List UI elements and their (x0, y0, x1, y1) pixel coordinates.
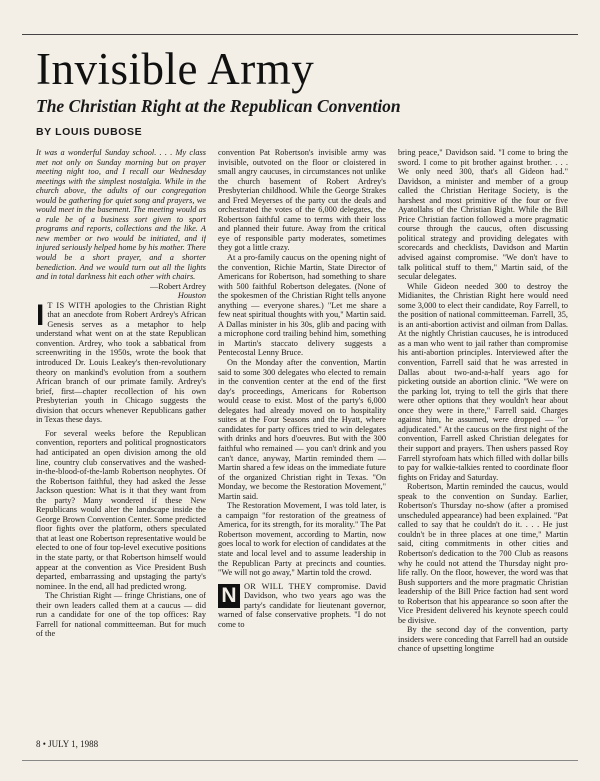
block-initial: N (218, 584, 240, 608)
paragraph: At a pro-family caucus on the opening night of the convention, Richie Martin, State Director of Americans for Robertson, had something to share with 500 faithful Robertson delegates. (None of the spokesmen of the Christian Right tells anyone anything — everyone shares.) "Let me share a few neat spiritual thoughts with you," Martin said. A Dallas minister in his 30s, glib and pacing with a microphone cord trailing behind him, something in Martin's staccato delivery suggests a Pentecostal Lenny Bruce. (218, 253, 386, 358)
paragraph: On the Monday after the convention, Martin said to some 300 delegates who elected to remain in the convention center at the end of the first day's proceedings, Americans for Robertson would cease to exist. Most of the party's 6,000 delegates had already moved on to hospitality suites at the Four Seasons and the Hyatt, where candidates for party offices tried to win delegates with drinks and hors d'oeuvres. But with the 300 faithful who remained — you can't drink and you can't dance, anyway, Martin reminded them — Martin shared a few ideas on the immediate future of the organized Christian right in Texas. "On Monday, we become the Restoration Movement," Martin said. (218, 358, 386, 501)
paragraph: Robertson, Martin reminded the caucus, would speak to the convention on Sunday. Earlier, Robertson's Thursday no-show (after a promised unscheduled appearance) had been explained. "Pat called to say that he couldn't do it. . . . He just couldn't be in three places at one time," Martin said, citing commitments in other cities and Robertson's dedication to the 700 Club as reasons why he could not attend the Thursday night pro-life rally. On the floor, however, the word was that Bush supporters and the more pragmatic Christian leadership of the Bill Price faction had sent word to Robertson that his appearance so soon after the Vice President delivered his keynote speech could be divisive. (398, 482, 568, 625)
paragraph: For several weeks before the Republican convention, reporters and political prognosticators had anticipated an open division among the old line, country club conservatives and the washed-in-the-blood-of-the-lamb Robertson neophytes. Of the Robertson faithful, they had asked the Jesse Jackson question: What is it that they want from the party? Many wondered if these New Republicans would alter the landscape inside the George Brown Convention Center. Some predicted floor fights over the platform, others speculated that at least one Robertson representative would be elected to one of four top-level executive positions in the state party, or that Robertson himself would appear at the convention as Vice President Bush departed, embarrassing and upstaging the party's nominee. In the end, all had predicted wrong. (36, 428, 206, 591)
folio: 8 • JULY 1, 1988 (36, 739, 99, 749)
paragraph: By the second day of the convention, party insiders were conceding that Farrell had an outside chance of upsetting longtime (398, 625, 568, 654)
section-lead-paragraph (218, 582, 386, 630)
headline: Invisible Army (36, 44, 315, 94)
lead-caps: T IS WITH (47, 300, 91, 310)
paragraph: The Restoration Movement, I was told later, is a campaign "for restoration of the greatness of America, for its strength, for its morality." The Pat Robertson movement, according to Martin, now goes local to work for election of candidates at the state and local level and to assume leadership in the Republican Party at precincts and counties. "We will not go away," Martin told the crowd. (218, 501, 386, 578)
column-1 (36, 148, 206, 733)
bottom-rule (22, 760, 578, 761)
byline: BY LOUIS DUBOSE (36, 126, 143, 138)
paragraph: The Christian Right — fringe Christians, one of their own leaders called them at a caucus — did run a candidate for one of the top offices: Ray Farrell for national committeeman. But for much of the (36, 591, 206, 639)
paragraph: convention Pat Robertson's invisible army was invisible, outvoted on the floor or cloistered in small angry caucuses, in circumstances not unlike the church basement of Robert Ardrey's Presbyterian childhood. While the George Strakes and Fred Meyerses of the party cut the deals and orchestrated the votes of the 6,000 delegates, the Robertson faithful came to terms with their loss and planned their future. Away from the critical eye of responsible party moderates, sometimes they got a little crazy. (218, 148, 386, 253)
epigraph-attribution: —Robert Ardrey (150, 281, 206, 291)
paragraph: bring peace," Davidson said. "I come to bring the sword. I come to pit brother against brother. . . . We only need 300, that's all Gideon had." Davidson, a minister and member of a group called the Christian Heritage Society, is the harshest and most primitive of the four or five Ayatollahs of the Christian Right. While the Bill Price Christian faction followed a more pragmatic course through the caucus, often discussing political strategy and providing delegates with scorecards and checklists, Davidson and Martin advised against compromise. "We don't have to talk political stuff to them," Martin said, of the secular delegates. (398, 148, 568, 282)
top-rule (22, 34, 578, 35)
paragraph: While Gideon needed 300 to destroy the Midianites, the Christian Right here would need some 3,000 to elect their candidate, Roy Farrell, to the position of national committeeman. Farrell, 35, is an anti-abortion activist and oilman from Dallas. At the nightly Christian caucuses, he is introduced as a man who went to jail rather than compromise his anti-abortion principles. Interviewed after the convention, Farrell said that he was arrested in Dallas about two-and-a-half years ago for picketing outside an abortion clinic. "We were on the parking lot, trying to tell the girls that there were other options that they wouldn't hear about once they were in there," Farrell said. Charges against him, he assumed, were dropped — "or adjudicated." At the caucus on the first night of the convention, Farrell asked Christian delegates for their support and prayers. Then ushers passed Roy Farrell styrofoam hats which filled with dollar bills to pay for walkie-talkies rented to coordinate floor fights on Friday and Saturday. (398, 281, 568, 482)
lead-paragraph (36, 298, 206, 425)
drop-cap: I (36, 298, 45, 332)
deck: The Christian Right at the Republican Convention (36, 96, 401, 116)
dateline: Houston (177, 291, 206, 301)
epigraph: It was a wonderful Sunday school. . . . My class met not only on Sunday morning but on prayer meeting night too, and I recall our Wednesday meetings with the simplest nostalgia. While in the church above, the adults of our congregation would be gathering for quiet song and prayers, we would meet in the basement. The meeting would as a rule be of a business sort given to sport programs and reports, collections and the like. A new member or two would be initiated, and if injured seriously helped home by his mother. There would be a short prayer, and a shorter benediction. And we would turn out all the lights and in total darkness hit each other with chairs. (36, 148, 206, 282)
section-lead-text: compromise. David Davidson, who two years ago was the party's candidate for lieutenant governor, warned of false conservative prophets. "I do not come to (218, 581, 386, 629)
section-lead-caps: OR WILL THEY (244, 581, 312, 591)
column-3 (398, 148, 568, 756)
column-2 (218, 148, 386, 748)
lead-text: apologies to the Christian Right that an anecdote from Robert Ardrey's African Genesis serves as a metaphor to help understand what went on at the state Republican convention. Ardrey, who took a sabbatical from screenwriting in the 1950s, wrote the book that introduced Dr. Louis Leakey's then-revolutionary theory on mankind's evolution from a southern African branch of our primate family. Ardrey's brief, first—chapter recollection of his own Presbyterian youth in Chicago suggests the division that occurs whenever Republicans gather in Texas these days. (36, 300, 206, 425)
